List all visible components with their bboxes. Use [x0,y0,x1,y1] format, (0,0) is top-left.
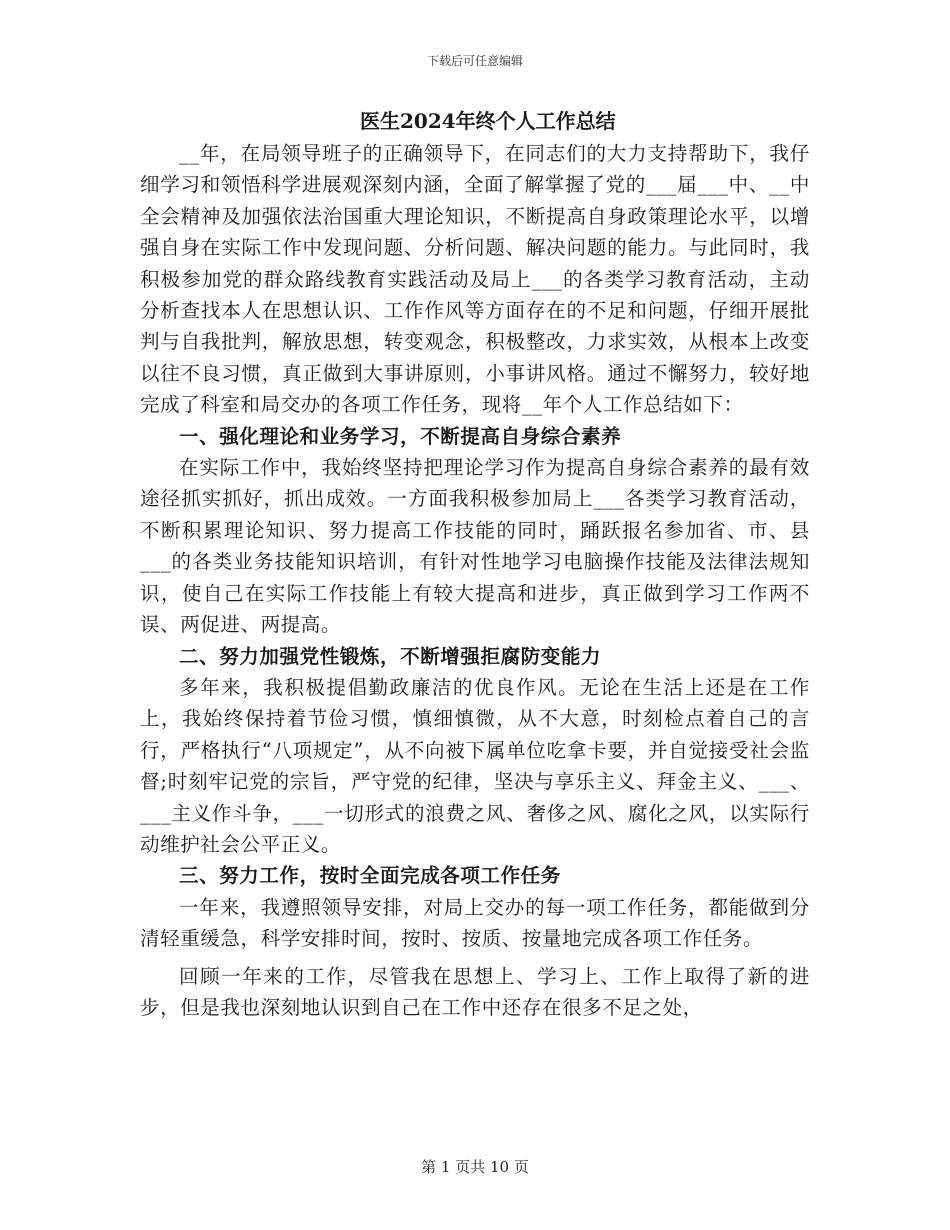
page-header: 下载后可任意编辑 [426,54,523,68]
page-footer: 第 1 页共 10 页 [421,1158,529,1176]
section-1-heading: 一、强化理论和业务学习，不断提高自身综合素养 [179,424,622,448]
document-body [140,104,810,1023]
section-3-heading: 三、努力工作，按时全面完成各项工作任务 [179,864,561,888]
closing-paragraph: 回顾一年来的工作，尽管我在思想上、学习上、工作上取得了新的进步，但是我也深刻地认识到自己在工作中还存在很多不足之处， [140,964,810,1019]
section-2-heading: 二、努力加强党性锻炼，不断增强拒腐防变能力 [179,644,602,668]
section-1-body: 在实际工作中，我始终坚持把理论学习作为提高自身综合素养的最有效途径抓实抓好，抓出成效。一方面我积极参加局上___各类学习教育活动，不断积累理论知识、努力提高工作技能的同时，踊跃报名参加省、市、县___的各类业务技能知识培训，有针对性地学习电脑操作技能及法律法规知识，使自己在实际工作技能上有较大提高和进步，真正做到学习工作两不误、两促进、两提高。 [140,456,810,637]
document-title: 医生2024年终个人工作总结 [360,109,616,133]
intro-paragraph: __年，在局领导班子的正确领导下，在同志们的大力支持帮助下，我仔细学习和领悟科学进展观深刻内涵，全面了解掌握了党的___届___中、__中全会精神及加强依法治国重大理论知识，不断提高自身政策理论水平，以增强自身在实际工作中发现问题、分析问题、解决问题的能力。与此同时，我积极参加党的群众路线教育实践活动及局上___的各类学习教育活动，主动分析查找本人在思想认识、工作作风等方面存在的不足和问题，仔细开展批判与自我批判，解放思想，转变观念，积极整改，力求实效，从根本上改变以往不良习惯，真正做到大事讲原则，小事讲风格。通过不懈努力，较好地完成了科室和局交办的各项工作任务，现将__年个人工作总结如下： [140,142,810,417]
section-3-body: 一年来，我遵照领导安排，对局上交办的每一项工作任务，都能做到分清轻重缓急，科学安排时间，按时、按质、按量地完成各项工作任务。 [140,895,810,951]
section-2-body: 多年来，我积极提倡勤政廉洁的优良作风。无论在生活上还是在工作上，我始终保持着节俭习惯，慎细慎微，从不大意，时刻检点着自己的言行，严格执行“八项规定”，从不向被下属单位吃拿卡要，并自觉接受社会监督;时刻牢记党的宗旨，严守党的纪律，坚决与享乐主义、拜金主义、___、___主义作斗争，___一切形式的浪费之风、奢侈之风、腐化之风，以实际行动维护社会公平正义。 [140,675,810,856]
